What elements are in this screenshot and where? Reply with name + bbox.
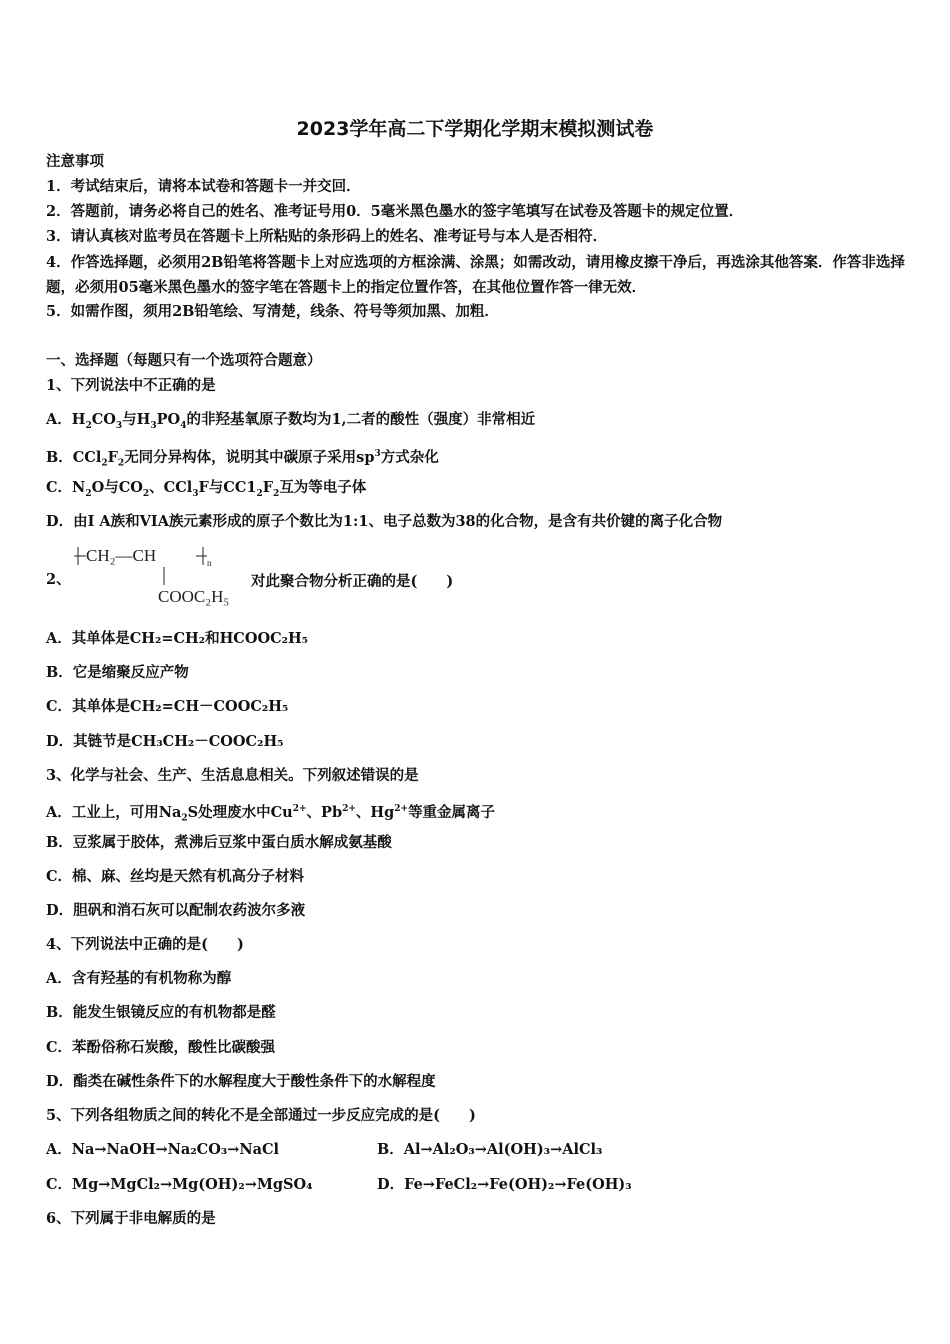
q1-stem: 1、下列说法中不正确的是 [46,377,216,394]
q6-stem: 6、下列属于非电解质的是 [46,1210,216,1227]
q5-option-b: B．Al→Al₂O₃→Al(OH)₃→AlCl₃ [377,1141,603,1158]
q5-stem: 5、下列各组物质之间的转化不是全部通过一步反应完成的是( ) [46,1107,476,1124]
notice-heading: 注意事项 [46,153,104,170]
q4-option-c: C．苯酚俗称石炭酸，酸性比碳酸强 [46,1039,276,1056]
q2-option-c: C．其单体是CH₂=CH－COOC₂H₅ [46,698,289,715]
q1-option-b: B．$CCl_2F_2$无同分异构体，说明其中碳原子采用$sp^3$方式杂化 [46,448,439,469]
q2-number: 2、 [46,571,71,588]
q1-option-c: C．$N_2O$与$CO_2$、CCl$_3$F与$CC1_2F_2$互为等电子体 [46,479,367,499]
q5-option-d: D．Fe→FeCl₂→Fe(OH)₂→Fe(OH)₃ [377,1176,632,1193]
q4-option-a: A．含有羟基的有机物称为醇 [46,970,232,987]
polymer-backbone: CH₂—CH [86,546,157,565]
q1-option-a: A．$H_2CO_3$与$H_3PO_4$的非羟基氧原子数均为1,二者的酸性（强度）非常相近 [46,411,536,431]
polymer-structure [72,545,252,607]
q2-option-b: B．它是缩聚反应产物 [46,664,189,681]
page-title: 2023学年高二下学期化学期末模拟测试卷 [296,118,654,140]
q2-stem-tail: 对此聚合物分析正确的是( ) [251,573,454,590]
q1-option-d: D．由I A族和VIA族元素形成的原子个数比为1:1、电子总数为38的化合物，是含有共价键的离子化合物 [46,513,723,530]
polymer-side-group: COOC₂H₅ [158,587,230,606]
notice-item-3: 3．请认真核对监考员在答题卡上所粘贴的条形码上的姓名、准考证号与本人是否相符． [46,228,608,245]
q4-option-b: B．能发生银镜反应的有机物都是醛 [46,1004,276,1021]
q5-option-a: A．Na→NaOH→Na₂CO₃→NaCl [46,1141,280,1158]
q3-option-d: D．胆矾和消石灰可以配制农药波尔多液 [46,902,306,919]
q2-option-d: D．其链节是CH₃CH₂－COOC₂H₅ [46,733,284,750]
notice-item-2: 2．答题前，请务必将自己的姓名、准考证号用0．5毫米黑色墨水的签字笔填写在试卷及答题卡的规定位置． [46,203,744,220]
polymer-subscript: n [207,558,212,568]
q3-option-c: C．棉、麻、丝均是天然有机高分子材料 [46,868,305,885]
q4-stem: 4、下列说法中正确的是( ) [46,936,244,953]
q3-option-a: A．工业上，可用$Na_2S$处理废水中$Cu^{2+}$、$Pb^{2+}$、$Hg^{2+}$等重金属离子 [46,803,496,824]
q3-option-b: B．豆浆属于胶体，煮沸后豆浆中蛋白质水解成氨基酸 [46,834,392,851]
q3-stem: 3、化学与社会、生产、生活息息相关。下列叙述错误的是 [46,767,419,784]
q2-option-a: A．其单体是CH₂=CH₂和HCOOC₂H₅ [46,630,309,647]
notice-item-4: 4．作答选择题，必须用2B铅笔将答题卡上对应选项的方框涂满、涂黑；如需改动，请用橡皮擦干净后，再选涂其他答案．作答非选择题，必须用05毫米黑色墨水的签字笔在答题卡上的指定位置作答，在其他位置作答一律无效． [46,254,905,296]
q5-option-c: C．Mg→MgCl₂→Mg(OH)₂→MgSO₄ [46,1176,313,1193]
notice-item-1: 1．考试结束后，请将本试卷和答题卡一并交回． [46,178,361,195]
notice-item-5: 5．如需作图，须用2B铅笔绘、写清楚，线条、符号等须加黑、加粗． [46,303,499,320]
q4-option-d: D．酯类在碱性条件下的水解程度大于酸性条件下的水解程度 [46,1073,436,1090]
section-title: 一、选择题（每题只有一个选项符合题意） [46,352,322,369]
